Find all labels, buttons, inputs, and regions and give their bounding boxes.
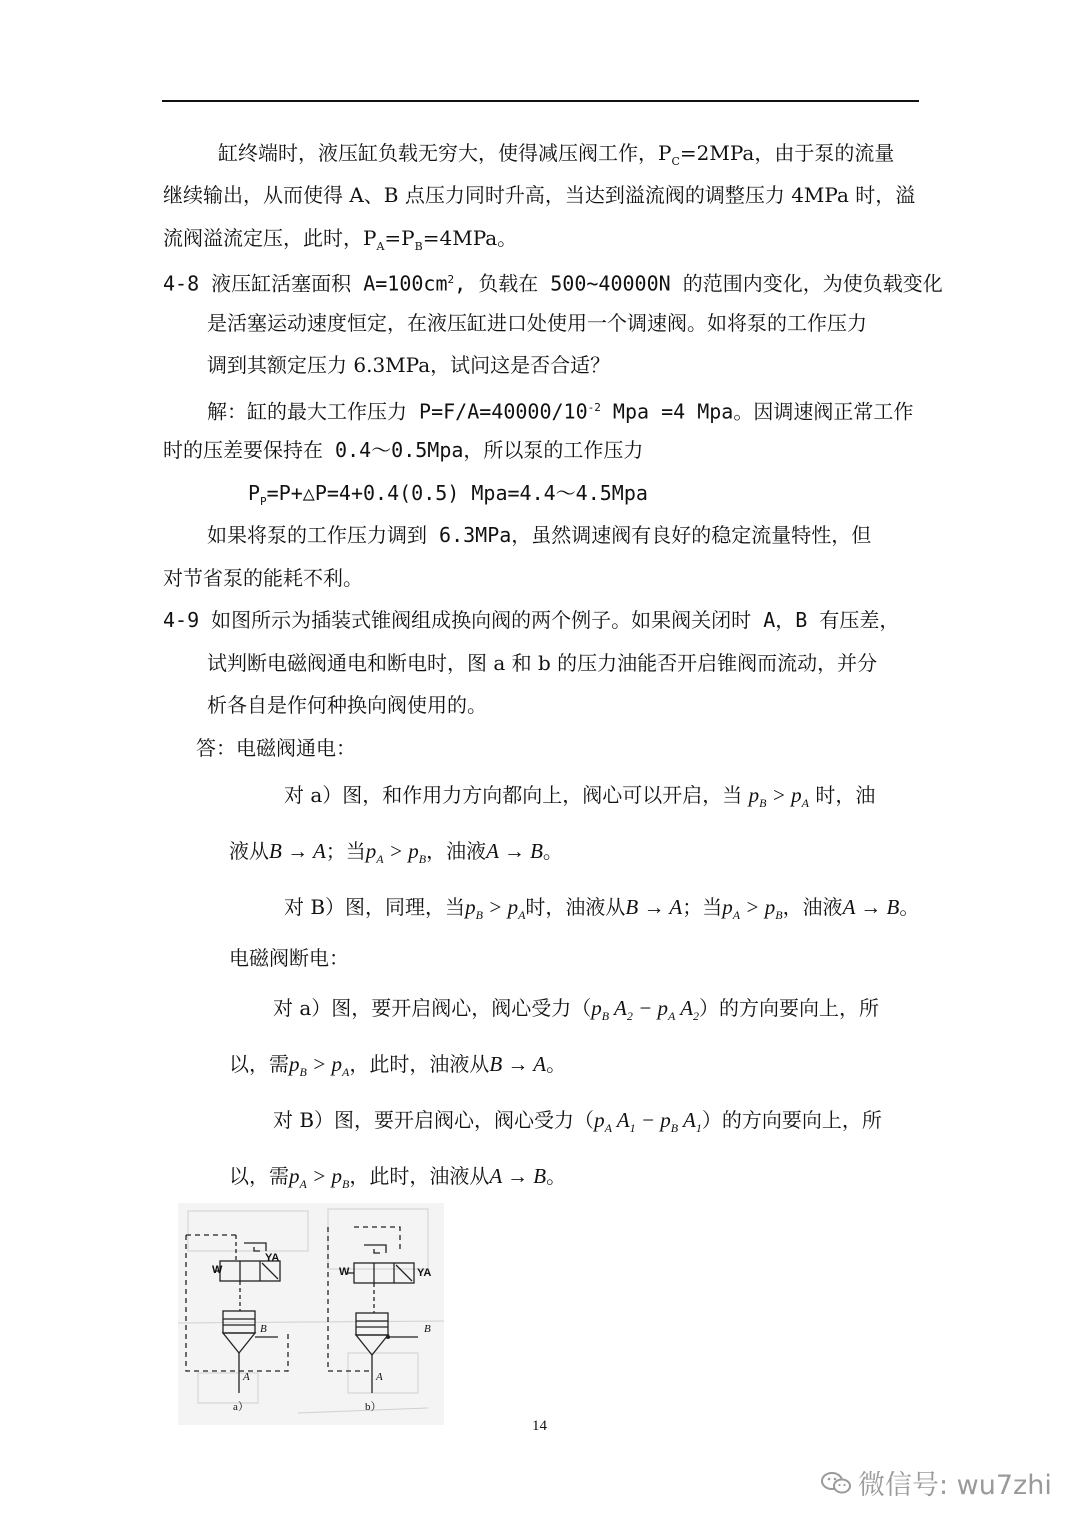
math-expr: $p_A > p_B$ (365, 839, 427, 867)
para-line: 液从B → A；当$p_A > p_B$，油液A → B。 (229, 839, 563, 867)
wechat-icon (820, 1470, 852, 1496)
question-4-8: 4-8 液压缸活塞面积 $A=100cm^2$, 负载在 500~40000N 的范围内变化，为使负载变化 (163, 271, 943, 296)
math-expr: A → B (489, 1164, 547, 1188)
math-expr: $p_A > p_B$ (722, 895, 783, 923)
math-expr: $p_B > p_A$ (748, 783, 809, 811)
header-rule (162, 100, 919, 102)
answer-4-9-heading: 答：电磁阀通电： (196, 736, 356, 760)
para-line: 电磁阀断电： (229, 946, 349, 970)
math-expr: $p_A > p_B$ (289, 1164, 350, 1192)
label-W-a: W (212, 1264, 223, 1276)
para-line: 对 B）图，同理，当$p_B > p_A$时，油液从B → A；当$p_A > p_B$，油液A → B。 (284, 895, 920, 923)
caption-a: a） (233, 1401, 249, 1413)
wechat-watermark (820, 1463, 1052, 1502)
para-line: 对节省泵的能耗不利。 (163, 566, 363, 590)
para-line: 如果将泵的工作压力调到 6.3MPa，虽然调速阀有良好的稳定流量特性，但 (207, 523, 872, 547)
math-expr: $p_B$ $A_2 - p_A$ $A_2$ (591, 996, 700, 1024)
math-expr: B → A (625, 895, 683, 919)
label-A-a: A (243, 1371, 250, 1383)
para-line: 对 a）图，要开启阀心，阀心受力（$p_B$ $A_2 - p_A$ $A_2$）的方向要向上，所 (273, 996, 880, 1024)
para-line: 以，需$p_A > p_B$，此时，油液从A → B。 (229, 1164, 567, 1192)
math-expr: A → B (486, 839, 543, 863)
caption-b: b） (365, 1401, 382, 1413)
para-line: 对 B）图，要开启阀心，阀心受力（$p_A$ $A_1 - p_B$ $A_1$）的方向要向上，所 (273, 1108, 882, 1136)
math-expr: B → A (489, 1052, 547, 1076)
para-line: 试判断电磁阀通电和断电时，图 a 和 b 的压力油能否开启锥阀而流动，并分 (207, 651, 878, 675)
valve-diagram (178, 1203, 444, 1425)
valve-figure (178, 1203, 444, 1425)
para-line: 继续输出，从而使得 A、B 点压力同时升高，当达到溢流阀的调整压力 4MPa 时，溢 (163, 183, 916, 207)
para-line: 缸终端时，液压缸负载无穷大，使得减压阀工作，$P_C=2MPa$，由于泵的流量 (218, 141, 895, 168)
para-line: 对 a）图，和作用力方向都向上，阀心可以开启，当 $p_B > p_A$ 时，油 (284, 783, 876, 811)
para-line: 流阀溢流定压，此时，$P_A=P_B=4MPa$。 (163, 226, 518, 253)
math-expr: A → B (842, 895, 900, 919)
question-4-9: 4-9 如图所示为插装式锥阀组成换向阀的两个例子。如果阀关闭时 A，B 有压差， (163, 608, 900, 632)
label-B-a: B (260, 1323, 267, 1335)
para-line: 时的压差要保持在 0.4～0.5Mpa，所以泵的工作压力 (163, 438, 644, 462)
answer-4-8: 解：缸的最大工作压力 $P=F/A=40000/10^{-2}$ Mpa =4 Mpa。因调速阀正常工作 (207, 399, 914, 424)
para-line: 析各自是作何种换向阀使用的。 (207, 693, 487, 717)
label-W-b: W (339, 1266, 350, 1278)
math-expr: B → A (269, 839, 326, 863)
para-line: 调到其额定压力 6.3MPa，试问这是否合适？ (207, 353, 611, 377)
para-line: 以，需$p_B > p_A$，此时，油液从B → A。 (229, 1052, 567, 1080)
page-number: 14 (532, 1418, 547, 1434)
para-line: 是活塞运动速度恒定，在液压缸进口处使用一个调速阀。如将泵的工作压力 (207, 311, 867, 335)
label-B-b: B (424, 1323, 431, 1335)
label-YA-b: YA (417, 1267, 432, 1279)
label-A-b: A (376, 1371, 383, 1383)
label-YA-a: YA (265, 1252, 280, 1264)
formula-line: $P_P=P+\triangle P=4+0.4(0.5)$ Mpa=4.4～4.5Mpa (248, 481, 648, 508)
math-expr: $p_B > p_A$ (465, 895, 526, 923)
math-expr: $p_B > p_A$ (289, 1052, 350, 1080)
watermark-text: 微信号: wu7zhi (858, 1470, 1052, 1501)
math-expr: $p_A$ $A_1 - p_B$ $A_1$ (594, 1108, 702, 1136)
